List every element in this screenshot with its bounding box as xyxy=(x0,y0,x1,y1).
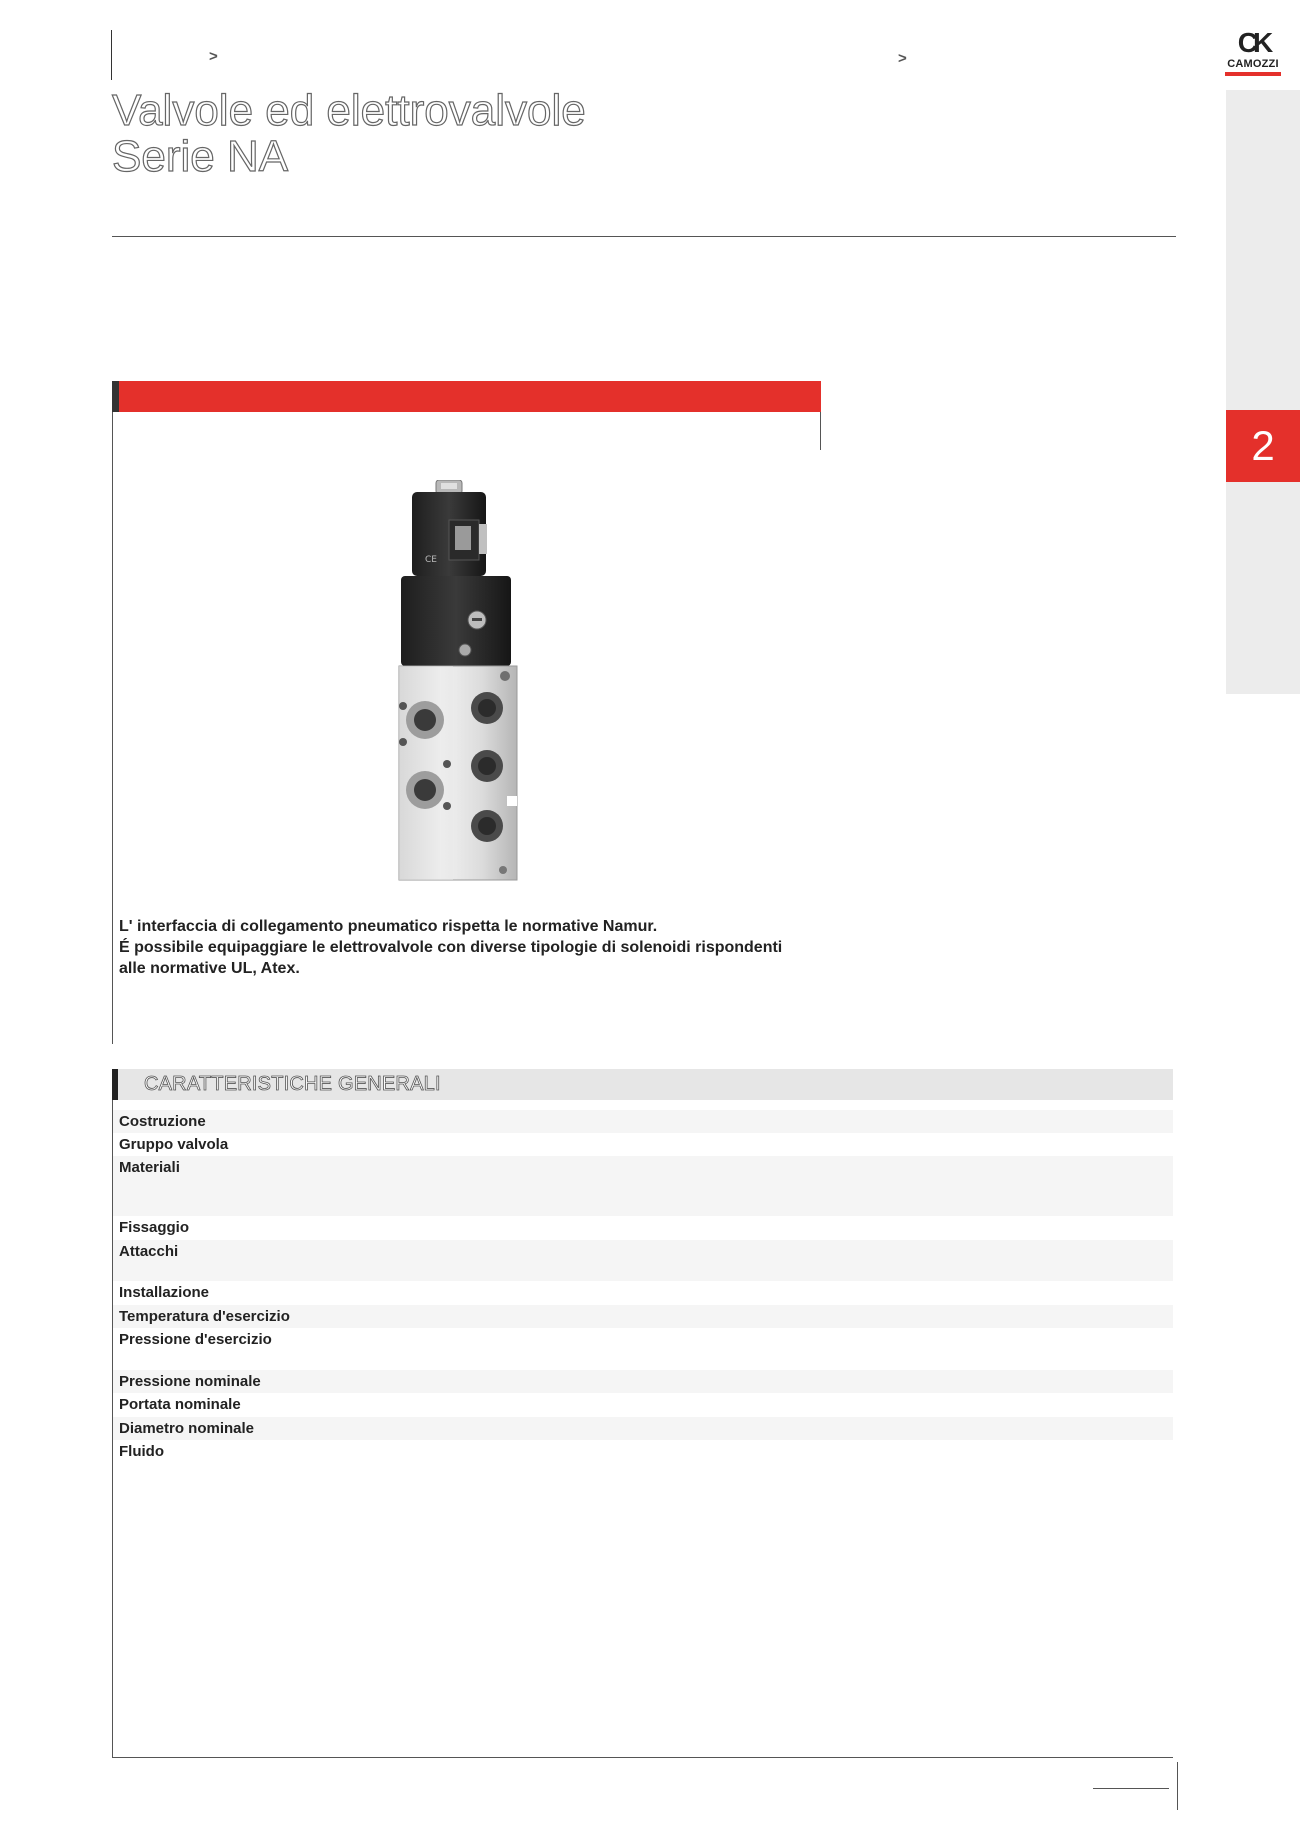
spec-label: Attacchi xyxy=(119,1243,179,1260)
page-title xyxy=(112,88,586,180)
spec-row xyxy=(112,1133,1173,1156)
solenoid-valve-image xyxy=(395,480,525,892)
title-rule xyxy=(112,236,1176,237)
intro-description xyxy=(119,916,819,979)
spec-label: Costruzione xyxy=(119,1113,206,1130)
breadcrumb-separator: > xyxy=(209,48,218,65)
page-number-divider xyxy=(1177,1762,1178,1810)
spec-row xyxy=(112,1440,1173,1464)
intro-box-right-border xyxy=(820,412,821,450)
intro-bar-marker xyxy=(112,381,119,412)
spec-row xyxy=(112,1281,1173,1305)
header-divider xyxy=(111,30,112,80)
spec-label: Fluido xyxy=(119,1443,164,1460)
spec-row xyxy=(112,1110,1173,1133)
breadcrumb-separator: > xyxy=(898,50,907,67)
logo-underline xyxy=(1225,72,1281,76)
intro-line: alle normative UL, Atex. xyxy=(119,960,300,977)
title-line-1: Valvole ed elettrovalvole xyxy=(112,86,586,135)
intro-line: É possibile equipaggiare le elettrovalvole con diverse tipologie di solenoidi rispondenti xyxy=(119,939,783,956)
spec-row xyxy=(112,1328,1173,1370)
logo-text: CAMOZZI xyxy=(1227,58,1279,70)
section-number-tab: 2 xyxy=(1226,410,1300,482)
specs-header-marker xyxy=(112,1069,118,1100)
side-tab-background xyxy=(1226,90,1300,694)
svg-text:CE: CE xyxy=(425,555,437,565)
specs-title: CARATTERISTICHE GENERALI xyxy=(144,1073,441,1095)
spec-row xyxy=(112,1216,1173,1240)
page-number-rule xyxy=(1093,1788,1169,1789)
spec-row xyxy=(112,1305,1173,1328)
spec-label: Diametro nominale xyxy=(119,1420,255,1437)
spec-row xyxy=(112,1370,1173,1393)
spec-label: Fissaggio xyxy=(119,1219,190,1236)
title-line-2: Serie NA xyxy=(112,132,289,181)
spec-row xyxy=(112,1240,1173,1281)
intro-red-bar xyxy=(112,381,821,412)
spec-label: Portata nominale xyxy=(119,1396,241,1413)
specs-left-border xyxy=(112,1100,113,1758)
spec-label: Materiali xyxy=(119,1159,180,1176)
spec-row xyxy=(112,1156,1173,1216)
spec-row xyxy=(112,1417,1173,1440)
intro-box-left-border xyxy=(112,412,113,1044)
spec-label: Pressione d'esercizio xyxy=(119,1331,272,1348)
spec-label: Gruppo valvola xyxy=(119,1136,229,1153)
logo-mark: CK xyxy=(1237,27,1269,58)
spec-label: Installazione xyxy=(119,1284,210,1301)
spec-label: Pressione nominale xyxy=(119,1373,261,1390)
spec-row xyxy=(112,1393,1173,1417)
spec-label: Temperatura d'esercizio xyxy=(119,1308,290,1325)
footer-rule xyxy=(112,1757,1173,1758)
intro-line: L' interfaccia di collegamento pneumatico rispetta le normative Namur. xyxy=(119,918,658,935)
camozzi-logo xyxy=(1222,28,1284,76)
